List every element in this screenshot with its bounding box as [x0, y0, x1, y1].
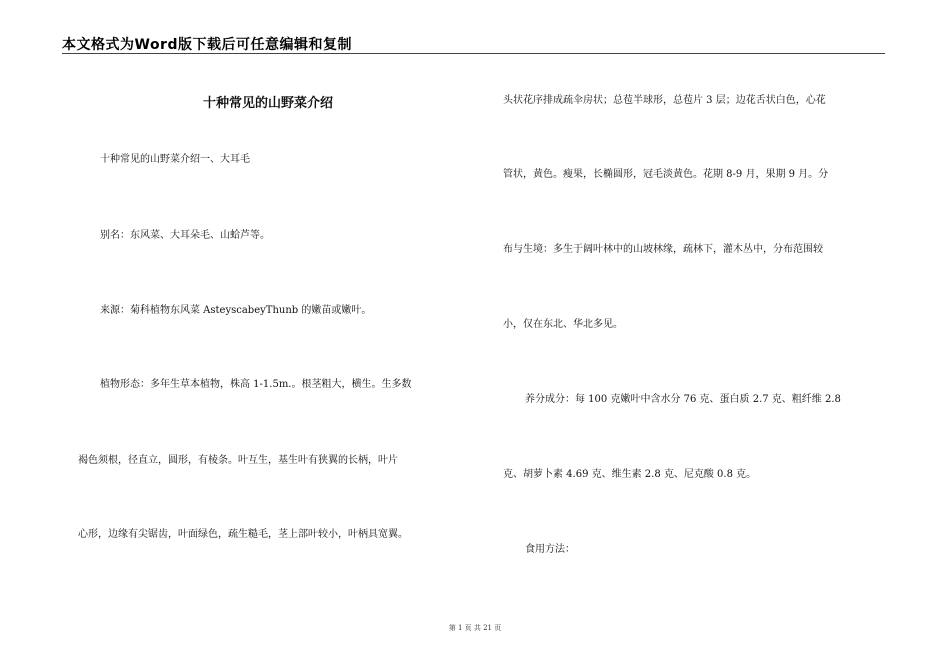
paragraph-line: 来源：菊科植物东风菜 AsteyscabeyThunb 的嫩苗或嫩叶。: [100, 305, 372, 316]
document-title: 十种常见的山野菜介绍: [202, 96, 333, 111]
document-header: 本文格式为Word版下载后可任意编辑和复制: [62, 37, 352, 53]
paragraph-line: 十种常见的山野菜介绍一、大耳毛: [100, 154, 250, 165]
paragraph-line: 别名：东风菜、大耳朵毛、山蛤芦等。: [100, 230, 270, 241]
paragraph-line: 布与生境：多生于阔叶林中的山坡林缘，疏林下，灌木丛中，分布范围较: [503, 244, 823, 255]
paragraph-line: 心形，边缘有尖锯齿，叶面绿色，疏生糙毛，茎上部叶较小，叶柄具宽翼。: [78, 529, 408, 540]
paragraph-line: 食用方法：: [525, 544, 575, 555]
paragraph-line: 头状花序排成疏伞房状；总苞半球形，总苞片 3 层；边花舌状白色，心花: [503, 95, 826, 106]
header-divider: [62, 53, 885, 54]
page-number: 第 1 页 共 21 页: [448, 624, 502, 632]
paragraph-line: 管状，黄色。瘦果，长椭圆形，冠毛淡黄色。花期 8-9 月，果期 9 月。分: [503, 169, 829, 180]
paragraph-line: 褐色须根，径直立，圆形，有棱条。叶互生，基生叶有狭翼的长柄，叶片: [78, 455, 398, 466]
paragraph-line: 克、胡萝卜素 4.69 克、维生素 2.8 克、尼克酸 0.8 克。: [503, 469, 757, 480]
paragraph-line: 养分成分：每 100 克嫩叶中含水分 76 克、蛋白质 2.7 克、粗纤维 2.8: [525, 394, 841, 405]
paragraph-line: 小，仅在东北、华北多见。: [503, 319, 623, 330]
paragraph-line: 植物形态：多年生草本植物，株高 1-1.5m.。根茎粗大，横生。生多数: [100, 379, 412, 390]
